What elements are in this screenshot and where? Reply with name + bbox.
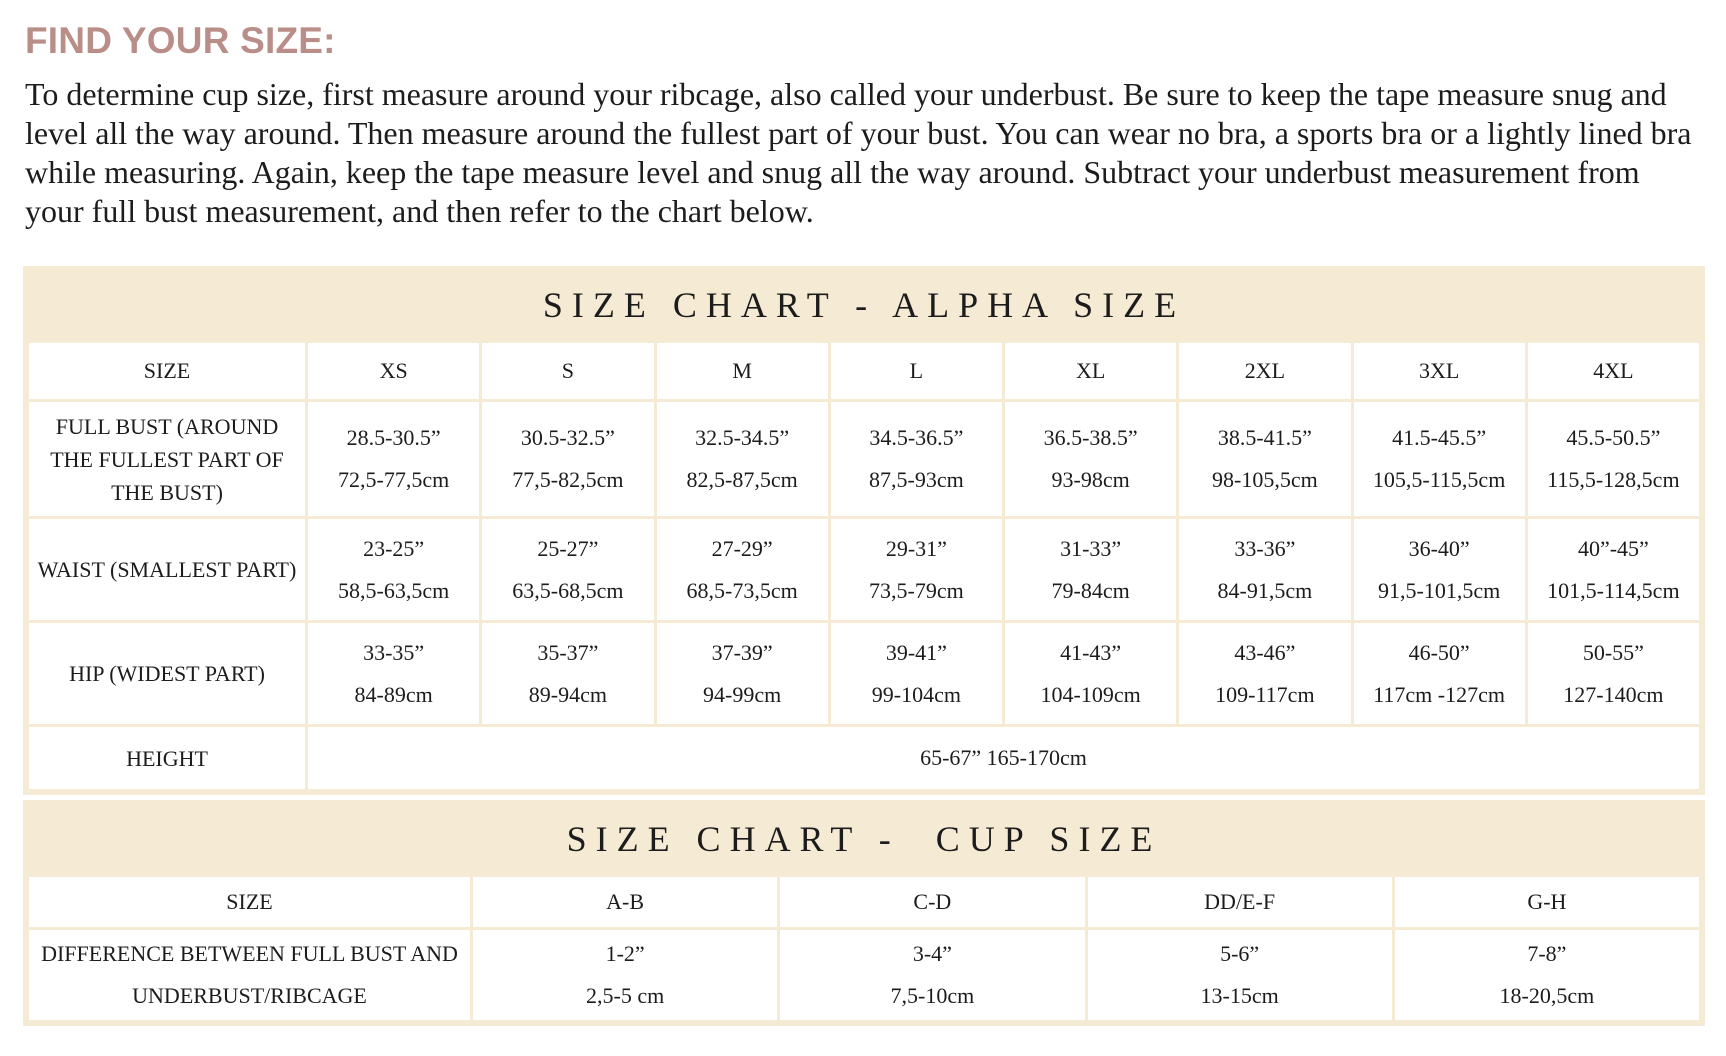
difference-row <box>29 930 1699 1020</box>
header-cell: XS <box>308 343 479 399</box>
value-inches: 45.5-50.5” <box>1566 425 1661 450</box>
header-cell: 3XL <box>1354 343 1525 399</box>
value-cell <box>657 402 828 516</box>
value-cm: 68,5-73,5cm <box>686 577 798 603</box>
value-cell <box>1005 519 1176 620</box>
value-cm: 89-94cm <box>528 681 607 707</box>
value-cm: 87,5-93cm <box>869 467 964 492</box>
value-cm: 79-84cm <box>1051 577 1130 603</box>
value-cell <box>1179 623 1350 724</box>
header-cell: S <box>482 343 653 399</box>
header-cell: G-H <box>1395 877 1699 927</box>
value-cell <box>1528 402 1699 516</box>
value-cell <box>1528 623 1699 724</box>
value-inches: 33-36” <box>1234 535 1296 561</box>
cup-chart-title: SIZE CHART - CUP SIZE <box>566 818 1162 859</box>
alpha-chart-title: SIZE CHART - ALPHA SIZE <box>542 284 1186 325</box>
value-cm: 104-109cm <box>1040 681 1141 707</box>
alpha-size-table <box>26 340 1702 792</box>
value-cm: 84-91,5cm <box>1217 577 1313 603</box>
value-inches: 25-27” <box>537 535 599 561</box>
value-cm: 77,5-82,5cm <box>512 467 624 492</box>
row-label-height: HEIGHT <box>29 727 305 789</box>
value-cell <box>308 623 479 724</box>
value-inches: 33-35” <box>363 639 425 665</box>
value-cell <box>1354 623 1525 724</box>
value-inches: 46-50” <box>1408 639 1470 665</box>
value-inches: 27-29” <box>711 535 773 561</box>
row-label-waist: WAIST (SMALLEST PART) <box>29 519 305 620</box>
page-heading: FIND YOUR SIZE: <box>25 20 336 61</box>
value-cell <box>1354 519 1525 620</box>
value-inches: 39-41” <box>885 639 947 665</box>
value-inches: 43-46” <box>1234 639 1296 665</box>
value-inches: 5-6” <box>1220 941 1260 966</box>
row-label-full-bust: FULL BUST (AROUND THE FULLEST PART OF THE BUST) <box>29 402 305 516</box>
value-cm: 117cm -127cm <box>1373 681 1505 707</box>
value-cell <box>473 930 777 1020</box>
header-cell: L <box>831 343 1002 399</box>
value-cell <box>1005 402 1176 516</box>
value-cell <box>1395 930 1699 1020</box>
value-inches: 34.5-36.5” <box>869 425 964 450</box>
bust-row <box>29 402 1699 516</box>
value-cell <box>831 402 1002 516</box>
value-cell <box>308 402 479 516</box>
value-cell <box>482 519 653 620</box>
cup-size-table <box>26 874 1702 1023</box>
cup-size-chart <box>23 800 1705 1026</box>
value-cm: 18-20,5cm <box>1499 983 1595 1008</box>
value-cell <box>831 519 1002 620</box>
value-cell <box>1354 402 1525 516</box>
value-cm: 84-89cm <box>354 681 433 707</box>
value-cm: 93-98cm <box>1051 467 1130 492</box>
value-cell <box>657 623 828 724</box>
hip-row <box>29 623 1699 724</box>
value-cm: 13-15cm <box>1200 983 1279 1008</box>
value-cm: 2,5-5 cm <box>586 983 665 1008</box>
value-cell <box>308 519 479 620</box>
value-cell <box>1179 402 1350 516</box>
intro-paragraph: To determine cup size, first measure around your ribcage, also called your underbust. Be sure to keep the tape measure snug and level all the way around. Then measure around the fullest part of your bust. You can wear no bra, a sports bra or a lightly lined bra while measuring. Again, keep the tape measure level and snug all the way around. Subtract your underbust measurement from your full bust measurement, and then refer to the chart below. <box>25 76 1692 229</box>
value-inches: 40”-45” <box>1577 535 1649 561</box>
value-cm: 105,5-115,5cm <box>1372 467 1506 492</box>
value-cm: 127-140cm <box>1563 681 1664 707</box>
value-cm: 101,5-114,5cm <box>1547 577 1680 603</box>
waist-row <box>29 519 1699 620</box>
cup-header-row <box>29 877 1699 927</box>
value-cm: 115,5-128,5cm <box>1547 467 1680 492</box>
value-cm: 94-99cm <box>703 681 782 707</box>
value-inches: 35-37” <box>537 639 599 665</box>
value-inches: 38.5-41.5” <box>1217 425 1312 450</box>
value-inches: 41-43” <box>1060 639 1122 665</box>
height-row <box>29 727 1699 789</box>
value-cm: 99-104cm <box>871 681 961 707</box>
row-label-hip: HIP (WIDEST PART) <box>29 623 305 724</box>
value-cm: 91,5-101,5cm <box>1378 577 1501 603</box>
value-cm: 7,5-10cm <box>890 983 975 1008</box>
value-cell <box>482 402 653 516</box>
value-cell <box>482 623 653 724</box>
value-cm: 72,5-77,5cm <box>338 467 450 492</box>
header-cell: XL <box>1005 343 1176 399</box>
value-cm: 58,5-63,5cm <box>338 577 450 603</box>
value-inches: 50-55” <box>1582 639 1644 665</box>
value-inches: 3-4” <box>912 941 952 966</box>
header-cell: DD/E-F <box>1088 877 1392 927</box>
alpha-size-chart <box>23 266 1705 795</box>
value-inches: 1-2” <box>605 941 645 966</box>
value-cm: 109-117cm <box>1215 681 1315 707</box>
height-value: 65-67” 165-170cm <box>308 727 1699 789</box>
row-label-difference: DIFFERENCE BETWEEN FULL BUST AND UNDERBUST/RIBCAGE <box>29 930 470 1020</box>
value-inches: 36-40” <box>1408 535 1470 561</box>
header-cell: SIZE <box>29 343 305 399</box>
header-cell: 2XL <box>1179 343 1350 399</box>
value-inches: 32.5-34.5” <box>695 425 790 450</box>
alpha-header-row <box>29 343 1699 399</box>
value-inches: 30.5-32.5” <box>520 425 615 450</box>
value-inches: 28.5-30.5” <box>346 425 441 450</box>
value-cell <box>831 623 1002 724</box>
header-cell: A-B <box>473 877 777 927</box>
value-cell <box>1528 519 1699 620</box>
value-inches: 23-25” <box>363 535 425 561</box>
value-cell <box>1179 519 1350 620</box>
value-cell <box>1005 623 1176 724</box>
header-cell: SIZE <box>29 877 470 927</box>
value-inches: 7-8” <box>1527 941 1567 966</box>
header-cell: M <box>657 343 828 399</box>
value-inches: 31-33” <box>1060 535 1122 561</box>
value-cm: 82,5-87,5cm <box>686 467 798 492</box>
header-cell: C-D <box>780 877 1084 927</box>
value-inches: 29-31” <box>885 535 947 561</box>
value-cell <box>780 930 1084 1020</box>
value-inches: 37-39” <box>711 639 773 665</box>
value-cm: 98-105,5cm <box>1212 467 1318 492</box>
value-cell <box>657 519 828 620</box>
value-cm: 73,5-79cm <box>869 577 964 603</box>
value-inches: 36.5-38.5” <box>1043 425 1138 450</box>
value-cm: 63,5-68,5cm <box>512 577 624 603</box>
value-cell <box>1088 930 1392 1020</box>
value-inches: 41.5-45.5” <box>1392 425 1487 450</box>
header-cell: 4XL <box>1528 343 1699 399</box>
